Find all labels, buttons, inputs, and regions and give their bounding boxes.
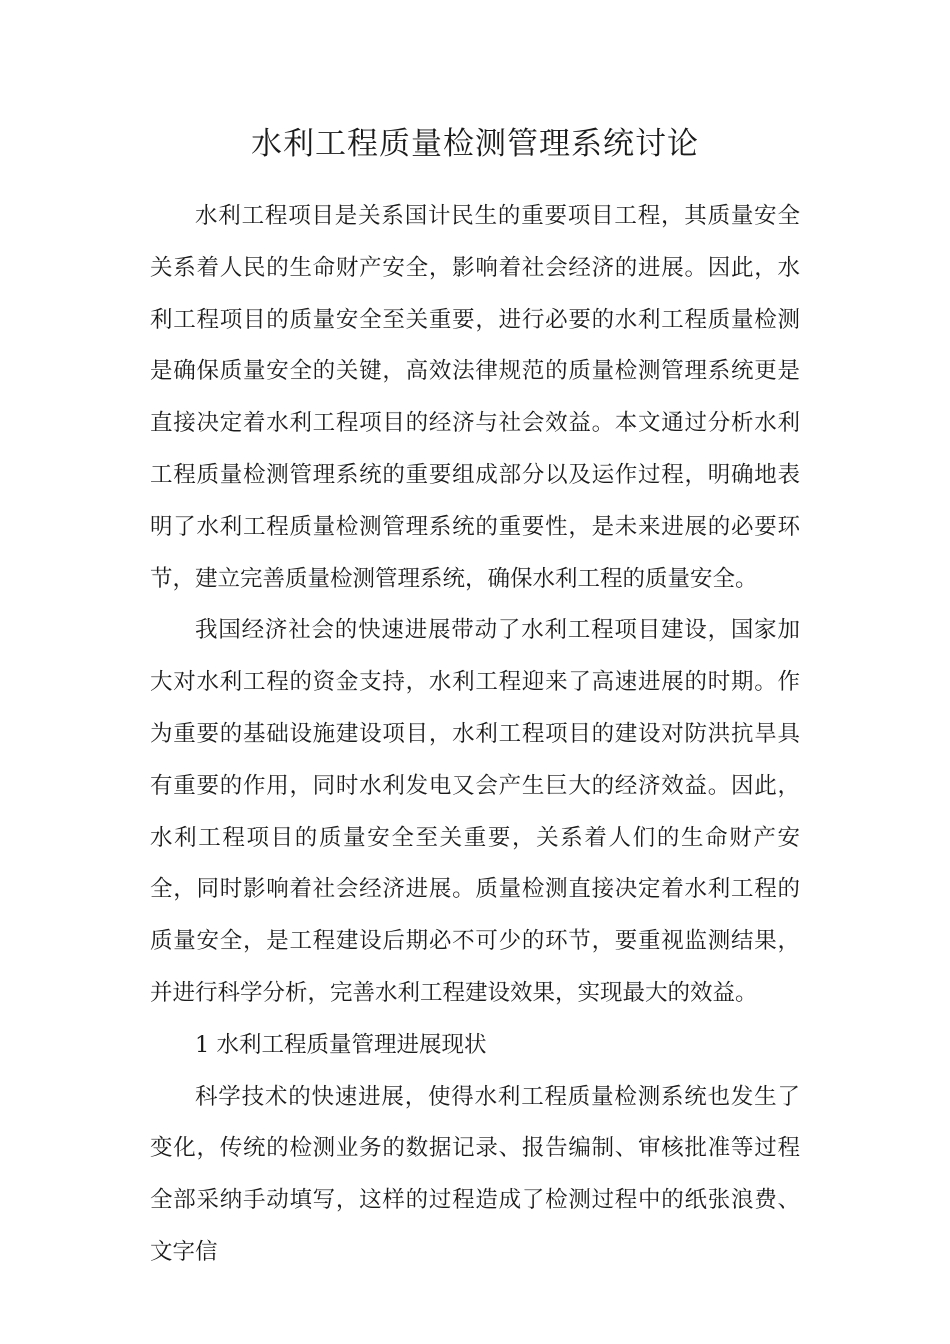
paragraph-background: 我国经济社会的快速进展带动了水利工程项目建设，国家加大对水利工程的资金支持，水利工程迎来了高速进展的时期。作为重要的基础设施建设项目，水利工程项目的建设对防洪抗旱具有重要的作用，同时水利发电又会产生巨大的经济效益。因此，水利工程项目的质量安全至关重要，关系着人们的生命财产安全，同时影响着社会经济进展。质量检测直接决定着水利工程的质量安全，是工程建设后期必不可少的环节，要重视监测结果，并进行科学分析，完善水利工程建设效果，实现最大的效益。: [150, 617, 800, 1006]
document-title: 水利工程质量检测管理系统讨论: [251, 126, 699, 162]
paragraph-intro: 水利工程项目是关系国计民生的重要项目工程，其质量安全关系着人民的生命财产安全，影响着社会经济的进展。因此，水利工程项目的质量安全至关重要，进行必要的水利工程质量检测是确保质量安全的关键，高效法律规范的质量检测管理系统更是直接决定着水利工程项目的经济与社会效益。本文通过分析水利工程质量检测管理系统的重要组成部分以及运作过程，明确地表明了水利工程质量检测管理系统的重要性，是未来进展的必要环节，建立完善质量检测管理系统，确保水利工程的质量安全。: [150, 203, 800, 592]
document-body: [150, 191, 800, 1279]
section-heading: 1 水利工程质量管理进展现状: [195, 1031, 487, 1058]
paragraph-section-1: 科学技术的快速进展，使得水利工程质量检测系统也发生了变化，传统的检测业务的数据记录、报告编制、审核批准等过程全部采纳手动填写，这样的过程造成了检测过程中的纸张浪费、文字信: [150, 1083, 800, 1265]
